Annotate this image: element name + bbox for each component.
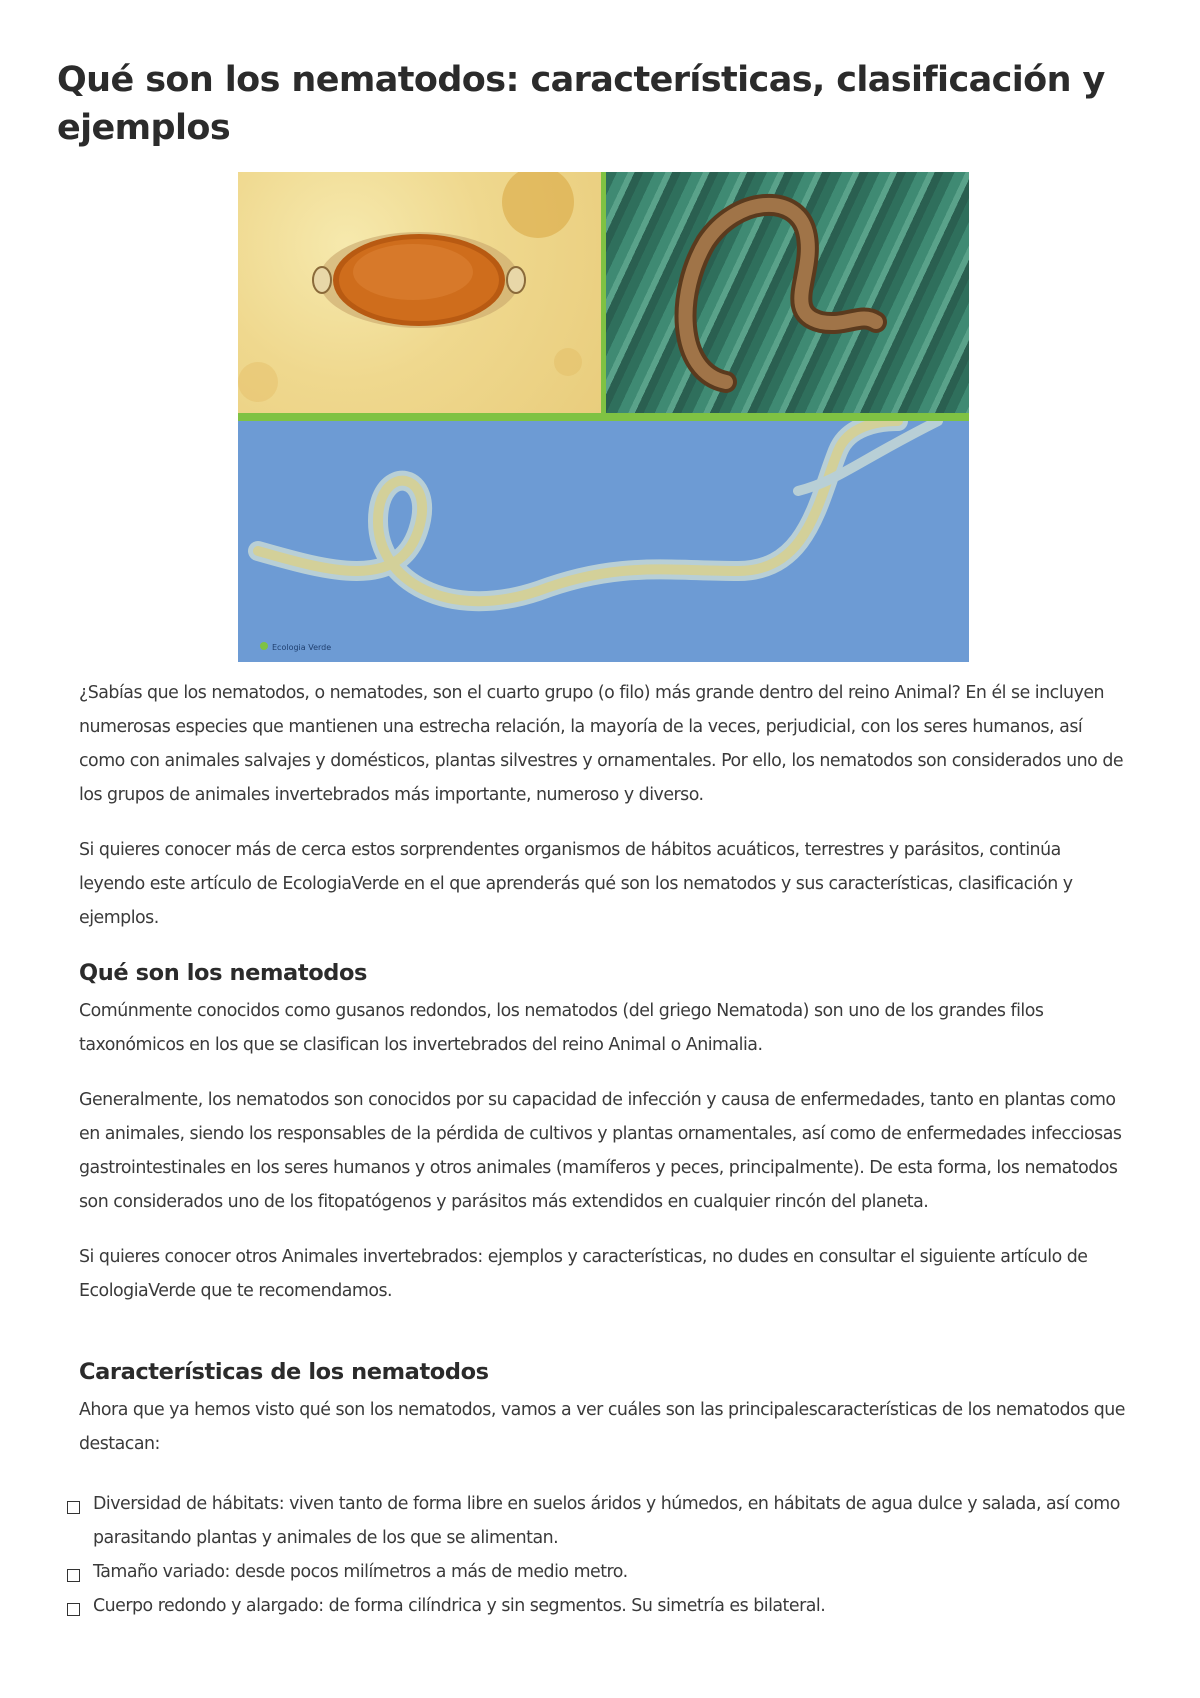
checkbox-bullet-icon xyxy=(67,1501,80,1514)
hero-image-collage xyxy=(238,172,969,662)
intro-paragraph: Si quieres conocer más de cerca estos sorprendentes organismos de hábitos acuáticos, terrestres y parásitos, continúa leyendo este artículo de EcologiaVerde en el que aprenderás qué son los nematodos y sus características, clasificación y ejemplos. xyxy=(79,840,1073,928)
checkbox-bullet-icon xyxy=(67,1569,80,1582)
nematode-microscope-image xyxy=(238,421,969,662)
nematode-sem-image xyxy=(606,172,969,413)
article-title: Qué son los nematodos: características, clasificación y ejemplos xyxy=(57,60,1105,148)
hero-logo-text: Ecologia Verde xyxy=(272,643,332,652)
list-item xyxy=(67,1589,1129,1623)
intro-paragraph: ¿Sabías que los nematodos, o nematodes, son el cuarto grupo (o filo) más grande dentro del reino Animal? En él se incluyen numerosas especies que mantienen una estrecha relación, la mayoría de la veces, perjudicial, con los seres humanos, así como con animales salvajes y domésticos, plantas silvestres y ornamentales. Por ello, los nematodos son considerados uno de los grupos de animales invertebrados más importante, numeroso y diverso. xyxy=(79,683,1124,805)
section-heading-caracteristicas: Características de los nematodos xyxy=(79,1359,489,1385)
section-paragraph: Generalmente, los nematodos son conocidos por su capacidad de infección y causa de enfermedades, tanto en plantas como en animales, siendo los responsables de la pérdida de cultivos y plantas ornamentales, así como de enfermedades infecciosas gastrointestinales en los seres humanos y otros animales (mamíferos y peces, principalmente). De esta forma, los nematodos son considerados uno de los fitopatógenos y parásitos más extendidos en cualquier rincón del planeta. xyxy=(79,1090,1122,1212)
section-paragraph: Comúnmente conocidos como gusanos redondos, los nematodos (del griego Nematoda) son uno de los grandes filos taxonómicos en los que se clasifican los invertebrados del reino Animal o Animalia. xyxy=(79,1001,1044,1055)
section-paragraph: Si quieres conocer otros Animales invertebrados: ejemplos y características, no dudes en consultar el siguiente artículo de EcologiaVerde que te recomendamos. xyxy=(79,1247,1088,1301)
list-item-text: Cuerpo redondo y alargado: de forma cilíndrica y sin segmentos. Su simetría es bilateral. xyxy=(93,1596,826,1616)
list-item xyxy=(67,1487,1129,1555)
checkbox-bullet-icon xyxy=(67,1603,80,1616)
section-heading-que-son: Qué son los nematodos xyxy=(79,960,368,986)
list-item xyxy=(67,1555,1129,1589)
section-paragraph: Ahora que ya hemos visto qué son los nematodos, vamos a ver cuáles son las principalescaracterísticas de los nematodos que destacan: xyxy=(79,1400,1126,1454)
list-item-text: Diversidad de hábitats: viven tanto de forma libre en suelos áridos y húmedos, en hábitats de agua dulce y salada, así como parasitando plantas y animales de los que se alimentan. xyxy=(93,1494,1120,1548)
list-item-text: Tamaño variado: desde pocos milímetros a más de medio metro. xyxy=(93,1562,628,1582)
characteristics-list xyxy=(67,1487,1129,1623)
article-body xyxy=(79,676,1129,1623)
nematode-egg-image xyxy=(238,172,601,413)
